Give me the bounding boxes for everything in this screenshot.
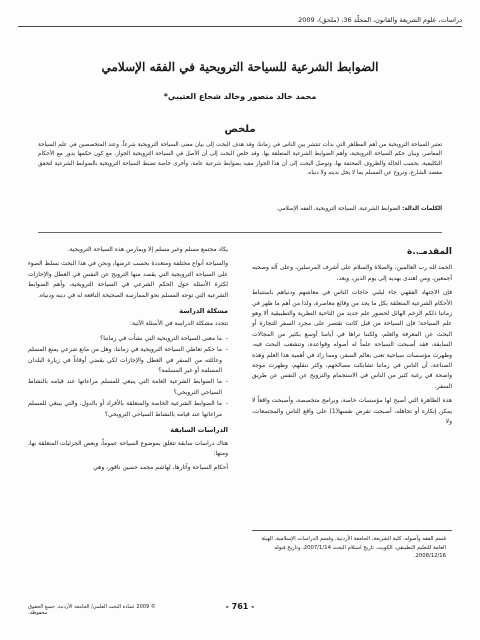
paper-authors: محمد خالد منصور وخالد شجاع العتيبي*	[163, 92, 317, 101]
intro-paragraph: يكاد مجتمع مسلم وغير مسلم إلا ويمارس هذه السياحة الترويحية.	[67, 246, 228, 253]
divider	[38, 232, 442, 233]
paper-title: الضوابط الشرعية للسياحة الترويحية في الفقه الإسلامي	[101, 60, 379, 74]
right-column	[252, 245, 452, 432]
problem-questions	[28, 334, 228, 420]
intro-paragraph: والسياحة أنواع مختلفة ومتعددة بحسب غرضها، ونحن في هذا البحث نسلط الضوء على السياحة الترويحية التي يقصد منها الترويح عن النفس في العطل والإجازات لكثرة الأسئلة حول الحكم الشرعي في السياحة الترويحية، وأهم الضوابط الشرعية التي توجه المسلم نحو الممارسة الصحيحة النافعة له في دينه ودنياه.	[27, 260, 228, 299]
keywords	[38, 205, 442, 214]
intro-paragraph: هذه الظاهرة التي أصبح لها مؤسسات خاصة، وبرامج متخصصة، وأصبحت واقعاً لا يمكن إنكاره أو تجاهله، أصبحت تفرض نفسها(1) على واقع الناس والمجتمعات، ولا	[252, 397, 452, 426]
abstract-heading: ملخص	[224, 124, 256, 135]
question-item: - ما حكم تعاطي السياحة الترويحية في زماننا، وهل من مانع شرعي يمنع المسلم وعائلته من السفر في العطل والإجازات لكي يقضي أوقاتاً في زيارة البلدان المسلمة أو غير المسلمة؟	[28, 345, 228, 376]
previous-studies-heading: الدراسات السابقة	[170, 426, 228, 435]
footnotes	[252, 530, 452, 561]
copyright-footer: © 2009 عمادة البحث العلمي/ الجامعة الأردنية. جميع الحقوق محفوظة.	[28, 604, 156, 616]
problem-intro: تتحدد مشكلة الدراسة في الأسئلة الآتية:	[129, 320, 228, 328]
intro-paragraph: فإن الاجتهاد الفقهي جاء ليلبي حاجات الناس في معاشهم ودنياهم باستنباط الأحكام الشرعية المتعلقة بكل ما يجد من وقائع معاصرة، ولذا من أهم ما ظهر في زماننا ذلكم الزخم الهائل لحضور علم جديد من الناحية النظرية والتطبيقية ألا وهو علم السياحة؛ فإن السياحة من قبل كانت تقتصر على مجرد السفر للتجارة أو البحث عن المعرفة والعلم، ولكننا نراها في أيامنا أوسع بكثير من المجالات السابقة، فقد أصبحت السياحة علماً له أصوله وقواعده، وتنشعب البحث فيه، وظهرت مؤسسات سياحية تعنى بعالم السفر، ومما زاد في أهمية هذا العلم وهذه الصناعة، أن الناس في زماننا تشابكت مصالحهم، وكثر تنقلهم، وظهرت موجة واضحة في رغبة كثير من الناس في الاستجمام والترويح عن النفس عن طريق السفر.	[252, 289, 452, 390]
footnote: قسم الفقه وأصوله، كلية الشريعة، الجامعة الأردنية، وقسم الدراسات الإسلامية، الهيئة العامة للتعليم التطبيقي، الكويت. تاريخ استلام البحث 2007/1/14، وتاريخ قبوله 2008/12/16.	[261, 536, 446, 560]
question-item: - ما الضوابط الشرعية العامة التي ينبغي للمسلم مراعاتها عند قيامه بالنشاط السياحي الترويحي؟	[28, 377, 228, 398]
question-item: - ما معنى السياحة الترويحية التي نشأت في زماننا؟	[28, 334, 228, 344]
running-header: دراسات، علوم الشريعة والقانون، المجلّد 36، (ملحق)، 2009	[18, 16, 462, 27]
previous-studies-item: أحكام السياحة وآثارها، لهاشم محمد حسين ناقور، وهي	[93, 464, 228, 472]
intro-heading: المقدمـ..ة	[407, 247, 452, 257]
abstract-text: تعتبر السياحة الترويحية من أهم المظاهر التي بدأت تنتشر بين الناس في زماننا، وقد هدف البحث إلى بيان معنى السياحة الترويحية شرعاً، وعند المتخصصين في علم السياحة المعاصر، وبيان حكم السياحة الترويحية، وأهم الضوابط الشرعية المتعلقة بها. وقد خلص البحث إلى أن الأصل في السياحة الترويحية الجواز، مع كون حكمها يدور مع الأحكام التكليفية، بحسب الحالة والظروف المحتفة بها، وتوصل البحث إلى أن هذا الجواز مقيد بضوابط شرعية عامة، وأخرى خاصة تضبط السياحة الترويحية بالضوابط الشرعية لتحقق مقصد الشارع، وتروح عن المسلم بما لا يخل بدينه ولا دنياه.	[38, 142, 442, 177]
question-item: - ما الضوابط الشرعية الخاصة والمتعلقة بالأفراد أو بالدول، والتي ينبغي للمسلم مراعاتها عند قيامه بالنشاط السياحي الترويحي؟	[28, 399, 228, 420]
page-number: - 761 -	[225, 602, 255, 611]
previous-studies-text: هناك دراسات سابقة تتعلق بموضوع السياحة عموماً، وبعض الجزئيات المتعلقة بها، ومنها:	[28, 439, 228, 457]
intro-paragraph: الحمد لله رب العالمين، والصلاة والسلام على أشرف المرسلين، وعلى آله وصحبه أجمعين، ومن اهتدى بهديه إلى يوم الدين، وبعد،	[252, 264, 452, 282]
left-column	[28, 245, 228, 478]
keywords-label: الكلمات الدالة:	[402, 206, 442, 212]
keywords-text: الضوابط الشرعية، السياحة الترويحية، الفقه الإسلامي.	[276, 206, 401, 212]
problem-heading: مشكلة الدراسة	[179, 307, 228, 316]
